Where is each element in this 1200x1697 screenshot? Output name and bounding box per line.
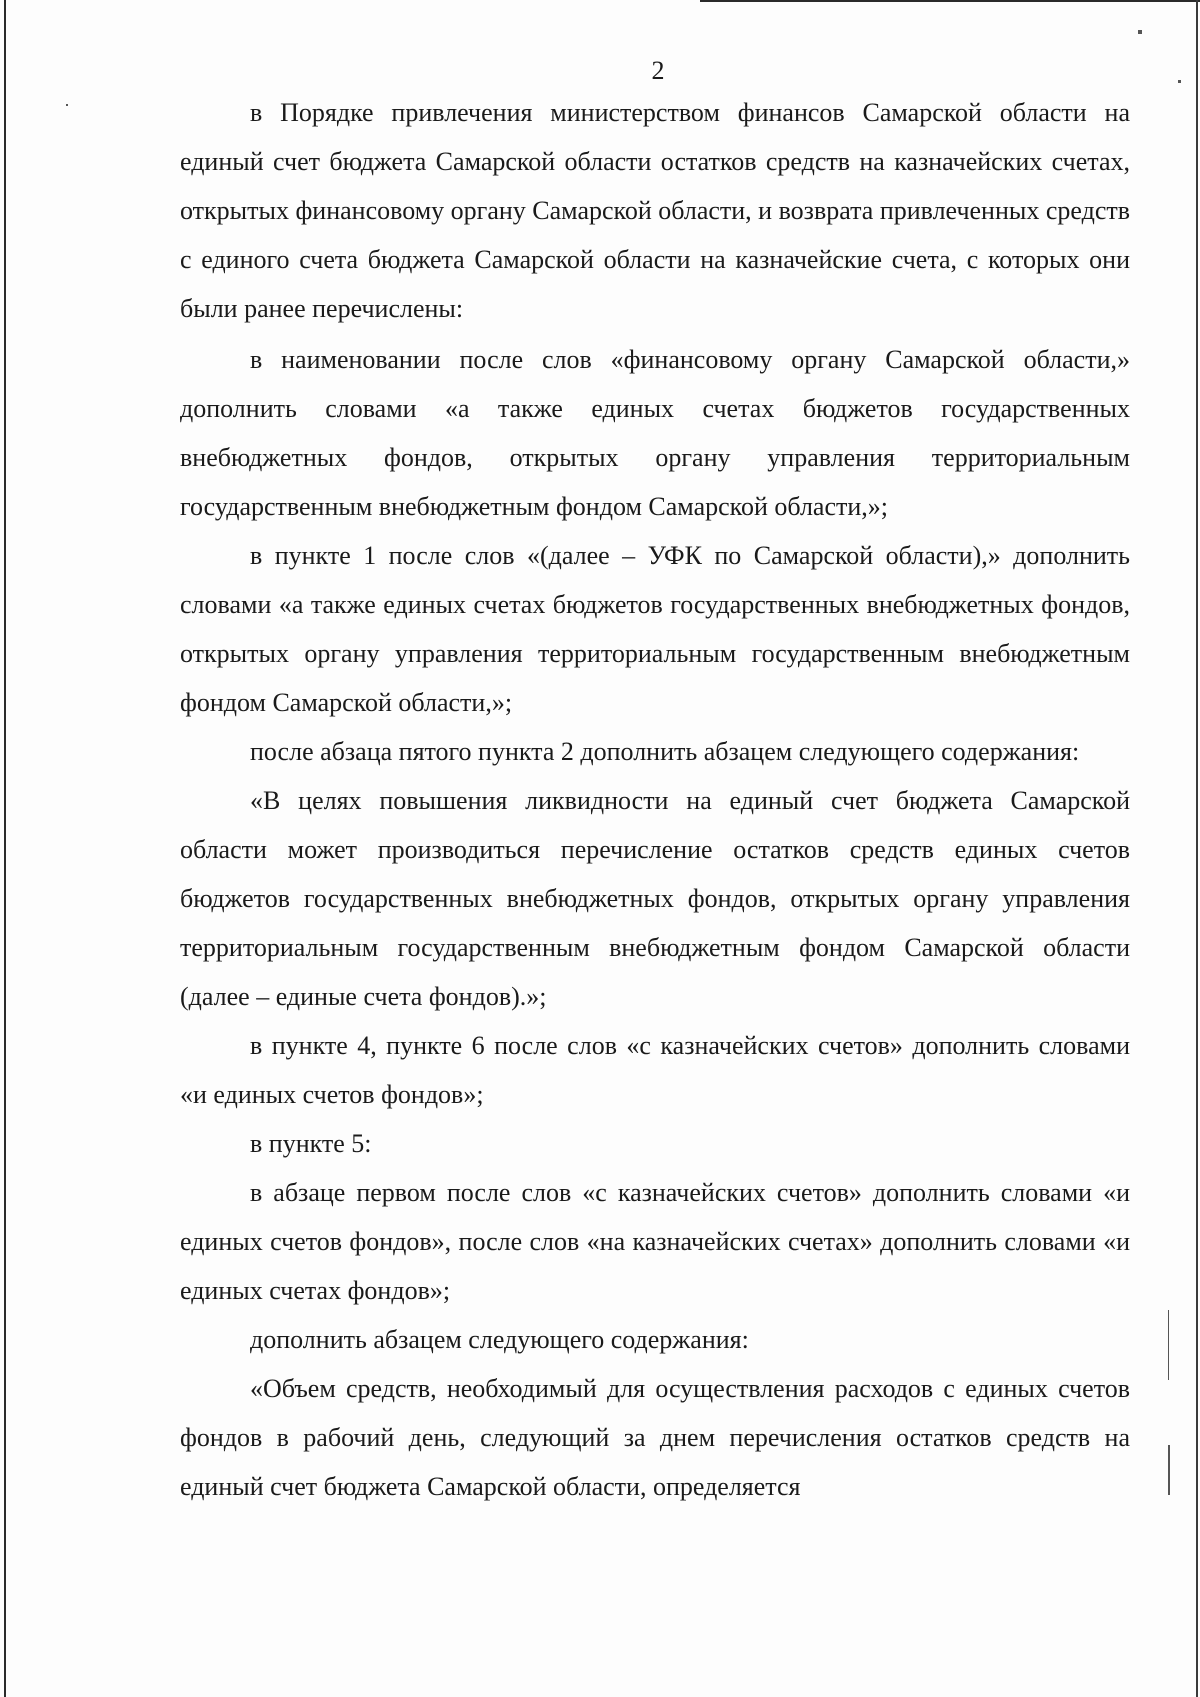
paragraph: в абзаце первом после слов «с казначейских счетов» дополнить словами «и единых счетов фондов», после слов «на казначейских счетах» дополнить словами «и единых счетах фондов»; bbox=[180, 1178, 1130, 1305]
paragraph: в наименовании после слов «финансовому органу Самарской области,» дополнить словами «а также единых счетах бюджетов государственных внебюджетных фондов, открытых органу управления территориальным государственным внебюджетным фондом Самарской области,»; bbox=[180, 345, 1130, 521]
scan-speck bbox=[1138, 30, 1142, 34]
document-body bbox=[180, 88, 1130, 1511]
paragraph: «Объем средств, необходимый для осуществления расходов с единых счетов фондов в рабочий день, следующий за днем перечисления остатков средств на единый счет бюджета Самарской области, определяется bbox=[180, 1374, 1130, 1501]
paragraph: в пункте 1 после слов «(далее – УФК по Самарской области),» дополнить словами «а также единых счетах бюджетов государственных внебюджетных фондов, открытых органу управления территориальным государственным внебюджетным фондом Самарской области,»; bbox=[180, 541, 1130, 717]
paragraph: после абзаца пятого пункта 2 дополнить абзацем следующего содержания: bbox=[250, 737, 1080, 766]
paragraph: дополнить абзацем следующего содержания: bbox=[250, 1325, 749, 1354]
scan-edge-left bbox=[4, 0, 6, 1697]
page-number: 2 bbox=[651, 56, 665, 85]
paragraph: в пункте 5: bbox=[250, 1129, 372, 1158]
scan-edge-right bbox=[1196, 0, 1198, 1697]
paragraph: в пункте 4, пункте 6 после слов «с казначейских счетов» дополнить словами «и единых счетов фондов»; bbox=[180, 1031, 1130, 1109]
scan-speck bbox=[1168, 1445, 1170, 1495]
scan-edge-top bbox=[700, 0, 1200, 2]
scan-speck bbox=[66, 104, 68, 106]
paragraph: «В целях повышения ликвидности на единый счет бюджета Самарской области может производиться перечисление остатков средств единых счетов бюджетов государственных внебюджетных фондов, открытых органу управления территориальным государственным внебюджетным фондом Самарской области (далее – единые счета фондов).»; bbox=[180, 786, 1130, 1011]
paragraph: в Порядке привлечения министерством финансов Самарской области на единый счет бюджета Самарской области остатков средств на казначейских счетах, открытых финансовому органу Самарской области, и возврата привлеченных средств с единого счета бюджета Самарской области на казначейские счета, с которых они были ранее перечислены: bbox=[180, 98, 1131, 323]
scan-speck bbox=[1168, 1310, 1169, 1380]
